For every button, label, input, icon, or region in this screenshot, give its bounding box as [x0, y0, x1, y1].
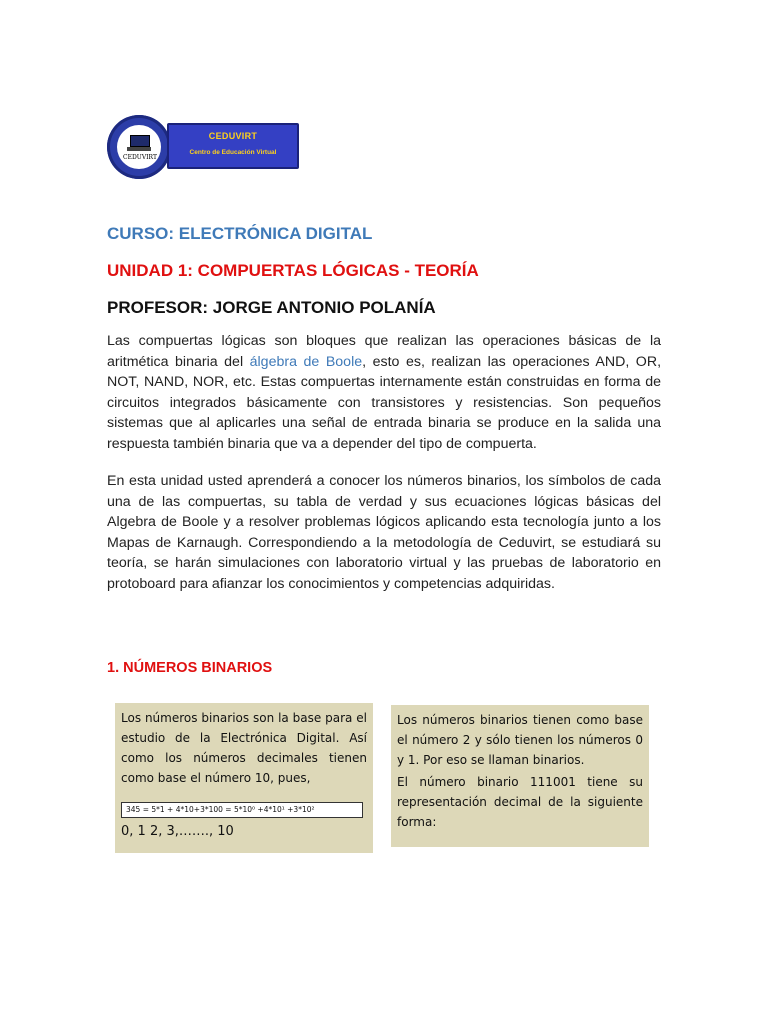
section-heading-binary-numbers: 1. NÚMEROS BINARIOS — [107, 660, 273, 676]
seal-text: CEDUVIRT — [123, 154, 157, 161]
logo-banner — [167, 123, 299, 169]
binary-base-text: Los números binarios tienen como base el número 2 y sólo tienen los números 0 y 1. Por eso se llaman binarios. — [397, 713, 643, 767]
seal-emblem — [107, 115, 171, 179]
unit-overview-paragraph: En esta unidad usted aprenderá a conocer los números binarios, los símbolos de cada una de las compuertas, su tabla de verdad y sus ecuaciones lógicas básicas del Algebra de Boole y a resolver problemas lógicos aplicando esta tecnología junto a los Mapas de Karnaugh. Correspondiendo a la metodología de Ceduvirt, se estudiará su teoría, se harán simulaciones con laboratorio virtual y las pruebas de laboratorio en protoboard para afianzar los conocimientos y competencias adquiridas. — [107, 473, 661, 592]
seal-center — [117, 125, 161, 169]
banner-subtitle: Centro de Educación Virtual — [189, 149, 277, 156]
computer-icon — [130, 135, 150, 147]
unit-heading: UNIDAD 1: COMPUERTAS LÓGICAS - TEORÍA — [107, 261, 479, 280]
intro-text-end: , esto es, realizan las operaciones AND, OR, NOT, NAND, NOR, etc. Estas compuertas internamente están construidas en forma de circuitos integrados básicamente con transistores y resistencias. Son pequeños sistemas que al aplicarles una señal de entrada binaria se produce en la salida una respuesta también binaria que va a depender del tipo de compuerta. — [107, 353, 662, 452]
course-heading: CURSO: ELECTRÓNICA DIGITAL — [107, 224, 373, 243]
intro-text-start: Las compuertas lógicas son bloques que realizan las operaciones básicas de la aritmética binaria del — [107, 333, 661, 370]
banner-title: CEDUVIRT — [208, 131, 258, 141]
intro-paragraph — [107, 331, 661, 455]
binary-base-image — [391, 705, 649, 847]
ceduvirt-logo — [107, 115, 295, 177]
binary-example-text: El número binario 111001 tiene su representación decimal de la siguiente forma: — [397, 775, 643, 829]
decimal-sequence: 0, 1 2, 3,……., 10 — [121, 824, 234, 839]
boole-algebra-link[interactable]: álgebra de Boole — [249, 353, 363, 370]
decimal-expansion-formula: 345 = 5*1 + 4*10+3*100 = 5*10⁰ +4*10¹ +3*10² — [121, 802, 363, 818]
binary-intro-text: Los números binarios son la base para el estudio de la Electrónica Digital. Así como los números decimales tienen como base el número 10, pues, — [121, 711, 367, 785]
keyboard-icon — [127, 147, 151, 151]
binary-intro-image — [115, 703, 373, 853]
professor-heading: PROFESOR: JORGE ANTONIO POLANÍA — [107, 298, 436, 317]
